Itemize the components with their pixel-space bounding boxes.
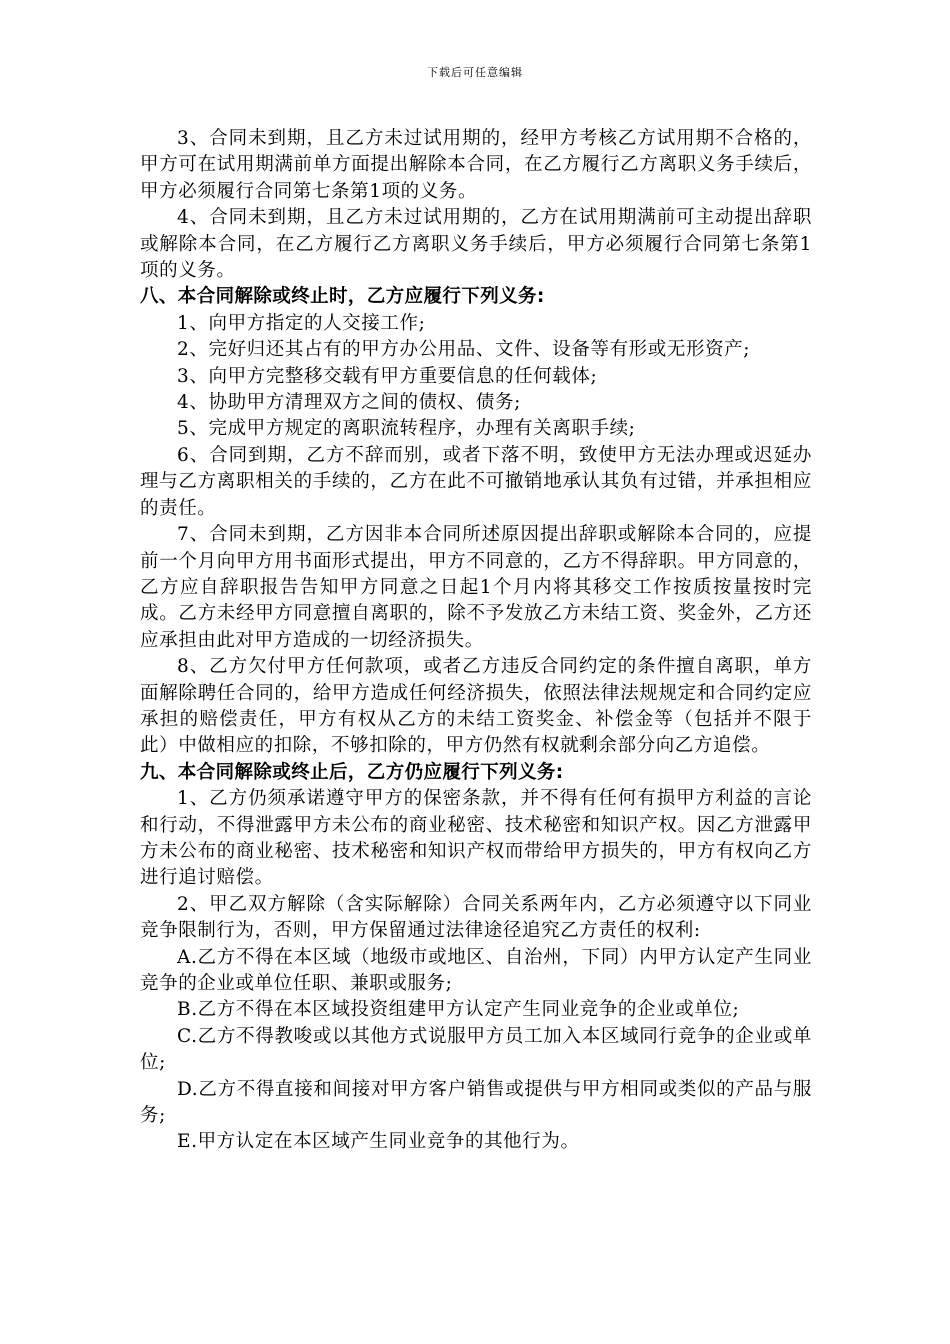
section-heading-9: 九、本合同解除或终止后，乙方仍应履行下列义务:: [140, 761, 564, 783]
paragraph-8-2: 2、完好归还其占有的甲方办公用品、文件、设备等有形或无形资产;: [177, 339, 751, 361]
paragraph-8-3: 3、向甲方完整移交载有甲方重要信息的任何载体;: [177, 365, 598, 387]
paragraph-8-8: 8、乙方欠付甲方任何款项，或者乙方违反合同约定的条件擅自离职，单方面解除聘任合同的，给甲方造成任何经济损失，依照法律法规规定和合同约定应承担的赔偿责任，甲方有权从乙方的未结工资奖金、补偿金等（包括并不限于此）中做相应的扣除，不够扣除的，甲方仍然有权就剩余部分向乙方追偿。: [140, 656, 812, 757]
paragraph-8-6: 6、合同到期，乙方不辞而别，或者下落不明，致使甲方无法办理或迟延办理与乙方离职相关的手续的，乙方在此不可撤销地承认其负有过错，并承担相应的责任。: [140, 444, 812, 519]
paragraph-8-7: 7、合同未到期，乙方因非本合同所述原因提出辞职或解除本合同的，应提前一个月向甲方用书面形式提出，甲方不同意的，乙方不得辞职。甲方同意的，乙方应自辞职报告告知甲方同意之日起1个月内将其移交工作按质按量按时完成。乙方未经甲方同意擅自离职的，除不予发放乙方未结工资、奖金外，乙方还应承担由此对甲方造成的一切经济损失。: [140, 524, 812, 651]
document-body: [140, 126, 812, 1156]
paragraph-9-2-c: C.乙方不得教唆或以其他方式说服甲方员工加入本区域同行竞争的企业或单位;: [140, 1025, 812, 1074]
paragraph-9-2-e: E.甲方认定在本区域产生同业竞争的其他行为。: [177, 1131, 580, 1153]
paragraph-8-1: 1、向甲方指定的人交接工作;: [177, 312, 426, 334]
paragraph-7-4: 4、合同未到期，且乙方未过试用期的，乙方在试用期满前可主动提出辞职或解除本合同，在乙方履行乙方离职义务手续后，甲方必须履行合同第七条第1项的义务。: [140, 207, 812, 282]
paragraph-9-2-b: B.乙方不得在本区域投资组建甲方认定产生同业竞争的企业或单位;: [177, 999, 740, 1021]
paragraph-8-5: 5、完成甲方规定的离职流转程序，办理有关离职手续;: [177, 418, 636, 440]
paragraph-9-2-a: A.乙方不得在本区域（地级市或地区、自治州，下同）内甲方认定产生同业竞争的企业或单位任职、兼职或服务;: [140, 946, 812, 994]
paragraph-9-2: 2、甲乙双方解除（含实际解除）合同关系两年内，乙方必须遵守以下同业竞争限制行为，否则，甲方保留通过法律途径追究乙方责任的权利:: [140, 893, 812, 942]
header-note: 下载后可任意编辑: [427, 66, 523, 79]
paragraph-9-2-d: D.乙方不得直接和间接对甲方客户销售或提供与甲方相同或类似的产品与服务;: [140, 1078, 812, 1127]
paragraph-7-3: 3、合同未到期，且乙方未过试用期的，经甲方考核乙方试用期不合格的，甲方可在试用期满前单方面提出解除本合同，在乙方履行乙方离职义务手续后，甲方必须履行合同第七条第1项的义务。: [140, 128, 812, 202]
paragraph-8-4: 4、协助甲方清理双方之间的债权、债务;: [177, 392, 521, 414]
section-heading-8: 八、本合同解除或终止时，乙方应履行下列义务:: [140, 286, 545, 308]
paragraph-9-1: 1、乙方仍须承诺遵守甲方的保密条款，并不得有任何有损甲方利益的言论和行动，不得泄露甲方未公布的商业秘密、技术秘密和知识产权。因乙方泄露甲方未公布的商业秘密、技术秘密和知识产权而带给甲方损失的，甲方有权向乙方进行追讨赔偿。: [140, 788, 812, 889]
